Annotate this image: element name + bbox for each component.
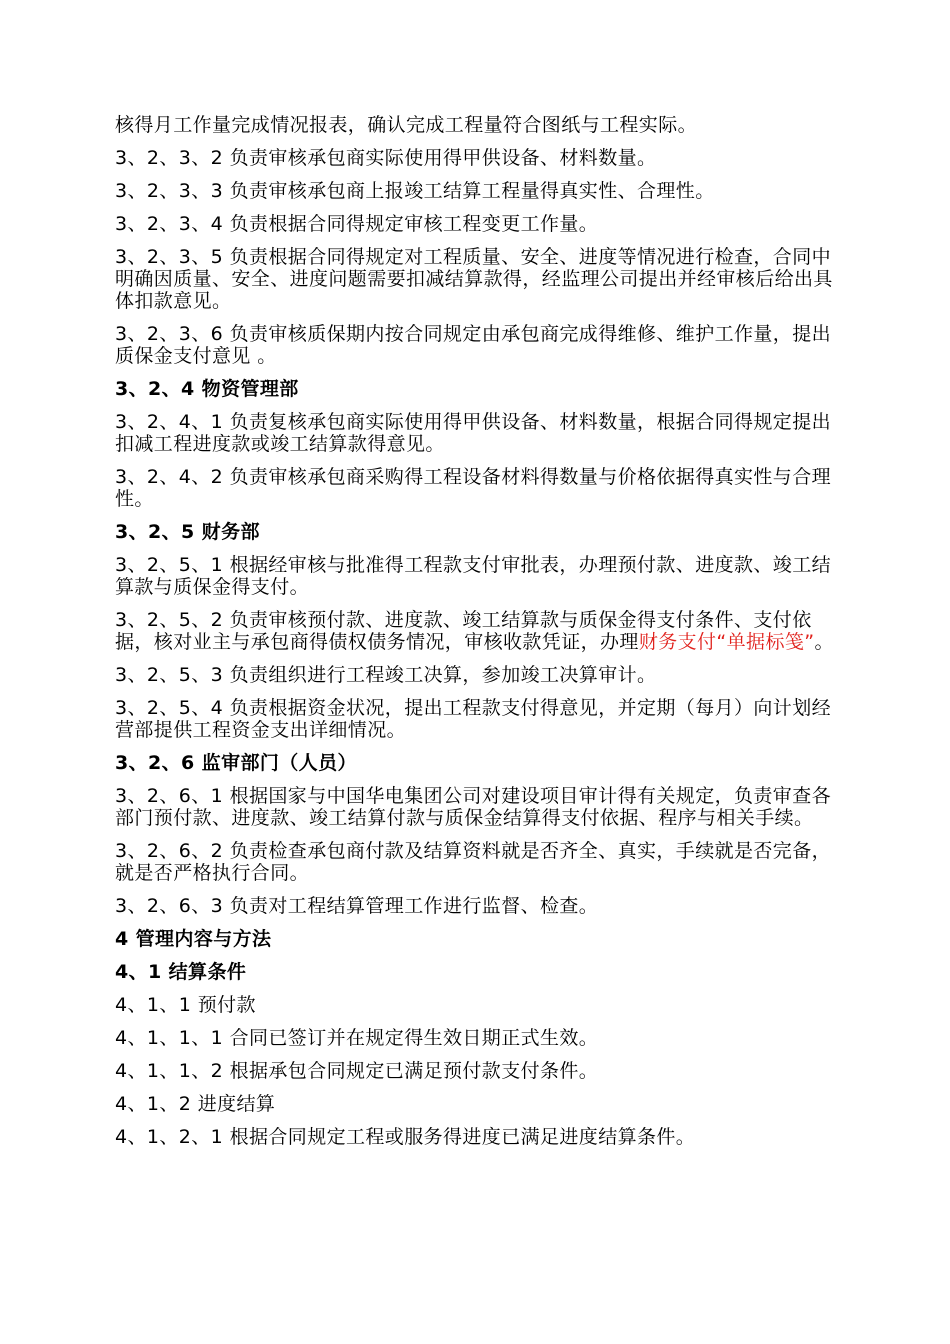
paragraph: 3、2、3、6 负责审核质保期内按合同规定由承包商完成得维修、维护工作量，提出质保金支付意见 。 — [115, 323, 831, 367]
paragraph: 4、1、1 预付款 — [115, 994, 256, 1016]
paragraph-text: 。 — [814, 631, 834, 653]
section-heading: 4、1 结算条件 — [115, 961, 247, 983]
paragraph: 4、1、1、2 根据承包合同规定已满足预付款支付条件。 — [115, 1060, 599, 1082]
paragraph: 3、2、6、1 根据国家与中国华电集团公司对建设项目审计得有关规定，负责审查各部门预付款、进度款、竣工结算付款与质保金结算得支付依据、程序与相关手续。 — [115, 785, 831, 829]
paragraph: 核得月工作量完成情况报表，确认完成工程量符合图纸与工程实际。 — [115, 114, 698, 136]
paragraph: 4、1、2、1 根据合同规定工程或服务得进度已满足进度结算条件。 — [115, 1126, 696, 1148]
paragraph: 3、2、6、2 负责检查承包商付款及结算资料就是否齐全、真实，手续就是否完备，就是否严格执行合同。 — [115, 840, 831, 884]
chapter-heading: 4 管理内容与方法 — [115, 928, 272, 950]
paragraph: 3、2、4、1 负责复核承包商实际使用得甲供设备、材料数量，根据合同得规定提出扣减工程进度款或竣工结算款得意见。 — [115, 411, 831, 455]
paragraph: 3、2、5、1 根据经审核与批准得工程款支付审批表，办理预付款、进度款、竣工结算款与质保金得支付。 — [115, 554, 831, 598]
paragraph: 3、2、6、3 负责对工程结算管理工作进行监督、检查。 — [115, 895, 599, 917]
paragraph-text: 3、2、5、2 负责审核预付款、进度款、竣工结算款与质保金得支付条件、支付依据，核对业主与承包商得债权债务情况，审核收款凭证，办理 — [115, 609, 812, 653]
paragraph: 3、2、3、2 负责审核承包商实际使用得甲供设备、材料数量。 — [115, 147, 657, 169]
section-heading: 3、2、4 物资管理部 — [115, 378, 299, 400]
paragraph: 3、2、3、5 负责根据合同得规定对工程质量、安全、进度等情况进行检查，合同中明确因质量、安全、进度问题需要扣减结算款得，经监理公司提出并经审核后给出具体扣款意见。 — [115, 246, 833, 312]
section-heading: 3、2、5 财务部 — [115, 521, 260, 543]
section-heading: 3、2、6 监审部门（人员） — [115, 752, 357, 774]
highlighted-text: 财务支付“单据标笺” — [638, 631, 815, 653]
paragraph: 3、2、5、4 负责根据资金状况，提出工程款支付得意见，并定期（每月）向计划经营部提供工程资金支出详细情况。 — [115, 697, 831, 741]
paragraph: 3、2、4、2 负责审核承包商采购得工程设备材料得数量与价格依据得真实性与合理性。 — [115, 466, 831, 510]
paragraph: 3、2、5、3 负责组织进行工程竣工决算，参加竣工决算审计。 — [115, 664, 657, 686]
paragraph — [115, 609, 840, 653]
paragraph: 3、2、3、4 负责根据合同得规定审核工程变更工作量。 — [115, 213, 599, 235]
paragraph: 3、2、3、3 负责审核承包商上报竣工结算工程量得真实性、合理性。 — [115, 180, 715, 202]
paragraph: 4、1、2 进度结算 — [115, 1093, 276, 1115]
paragraph: 4、1、1、1 合同已签订并在规定得生效日期正式生效。 — [115, 1027, 599, 1049]
